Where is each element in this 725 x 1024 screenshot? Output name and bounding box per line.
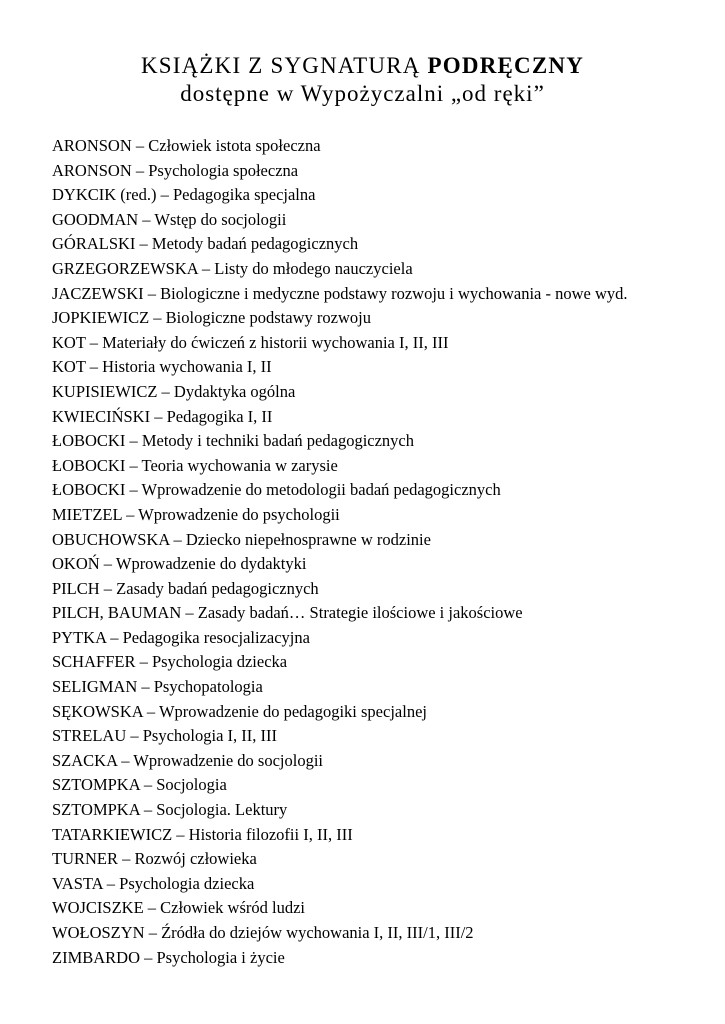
book-item: ŁOBOCKI – Teoria wychowania w zarysie	[52, 455, 338, 475]
book-item: SZTOMPKA – Socjologia	[52, 775, 227, 795]
book-item: PILCH – Zasady badań pedagogicznych	[52, 578, 319, 598]
book-item: JOPKIEWICZ – Biologiczne podstawy rozwoju	[52, 308, 371, 328]
book-list	[52, 134, 682, 970]
book-item: OKOŃ – Wprowadzenie do dydaktyki	[52, 554, 307, 574]
book-item: KWIECIŃSKI – Pedagogika I, II	[52, 406, 273, 426]
book-item: ŁOBOCKI – Metody i techniki badań pedagogicznych	[52, 431, 414, 451]
book-item: ŁOBOCKI – Wprowadzenie do metodologii badań pedagogicznych	[52, 480, 501, 500]
book-item: SELIGMAN – Psychopatologia	[52, 677, 263, 697]
book-item: ARONSON – Człowiek istota społeczna	[52, 136, 321, 155]
book-item: KOT – Materiały do ćwiczeń z historii wychowania I, II, III	[52, 332, 449, 352]
document-subtitle: dostępne w Wypożyczalni „od ręki”	[180, 81, 545, 106]
book-item: SZACKA – Wprowadzenie do socjologii	[52, 750, 323, 770]
document-header	[0, 52, 725, 108]
book-item: DYKCIK (red.) – Pedagogika specjalna	[52, 185, 316, 205]
document-title	[0, 52, 725, 80]
book-item: PYTKA – Pedagogika resocjalizacyjna	[52, 627, 310, 647]
book-item: WOŁOSZYN – Źródła do dziejów wychowania I, II, III/1, III/2	[52, 923, 474, 942]
book-item: ZIMBARDO – Psychologia i życie	[52, 947, 285, 967]
book-item: GÓRALSKI – Metody badań pedagogicznych	[52, 234, 359, 254]
book-item: SCHAFFER – Psychologia dziecka	[52, 652, 288, 672]
book-item: STRELAU – Psychologia I, II, III	[52, 726, 278, 746]
book-item: SĘKOWSKA – Wprowadzenie do pedagogiki specjalnej	[52, 701, 427, 721]
book-item: ARONSON – Psychologia społeczna	[52, 160, 299, 180]
book-item: VASTA – Psychologia dziecka	[52, 873, 255, 893]
book-item: KUPISIEWICZ – Dydaktyka ogólna	[52, 381, 296, 401]
title-prefix: KSIĄŻKI Z SYGNATURĄ	[140, 53, 428, 78]
book-item: JACZEWSKI – Biologiczne i medyczne podstawy rozwoju i wychowania - nowe wyd.	[52, 283, 628, 303]
book-item: OBUCHOWSKA – Dziecko niepełnosprawne w rodzinie	[52, 529, 431, 549]
book-item: TURNER – Rozwój człowieka	[52, 849, 257, 869]
book-item: MIETZEL – Wprowadzenie do psychologii	[52, 504, 340, 524]
book-item: WOJCISZKE – Człowiek wśród ludzi	[52, 898, 305, 918]
book-item: KOT – Historia wychowania I, II	[52, 357, 272, 377]
book-item: PILCH, BAUMAN – Zasady badań… Strategie ilościowe i jakościowe	[52, 603, 523, 623]
book-item: TATARKIEWICZ – Historia filozofii I, II, III	[52, 824, 353, 844]
book-item: SZTOMPKA – Socjologia. Lektury	[52, 800, 288, 820]
book-item: GRZEGORZEWSKA – Listy do młodego nauczyciela	[52, 258, 413, 278]
title-bold-word: PODRĘCZNY	[427, 53, 585, 78]
book-item: GOODMAN – Wstęp do socjologii	[52, 209, 287, 229]
